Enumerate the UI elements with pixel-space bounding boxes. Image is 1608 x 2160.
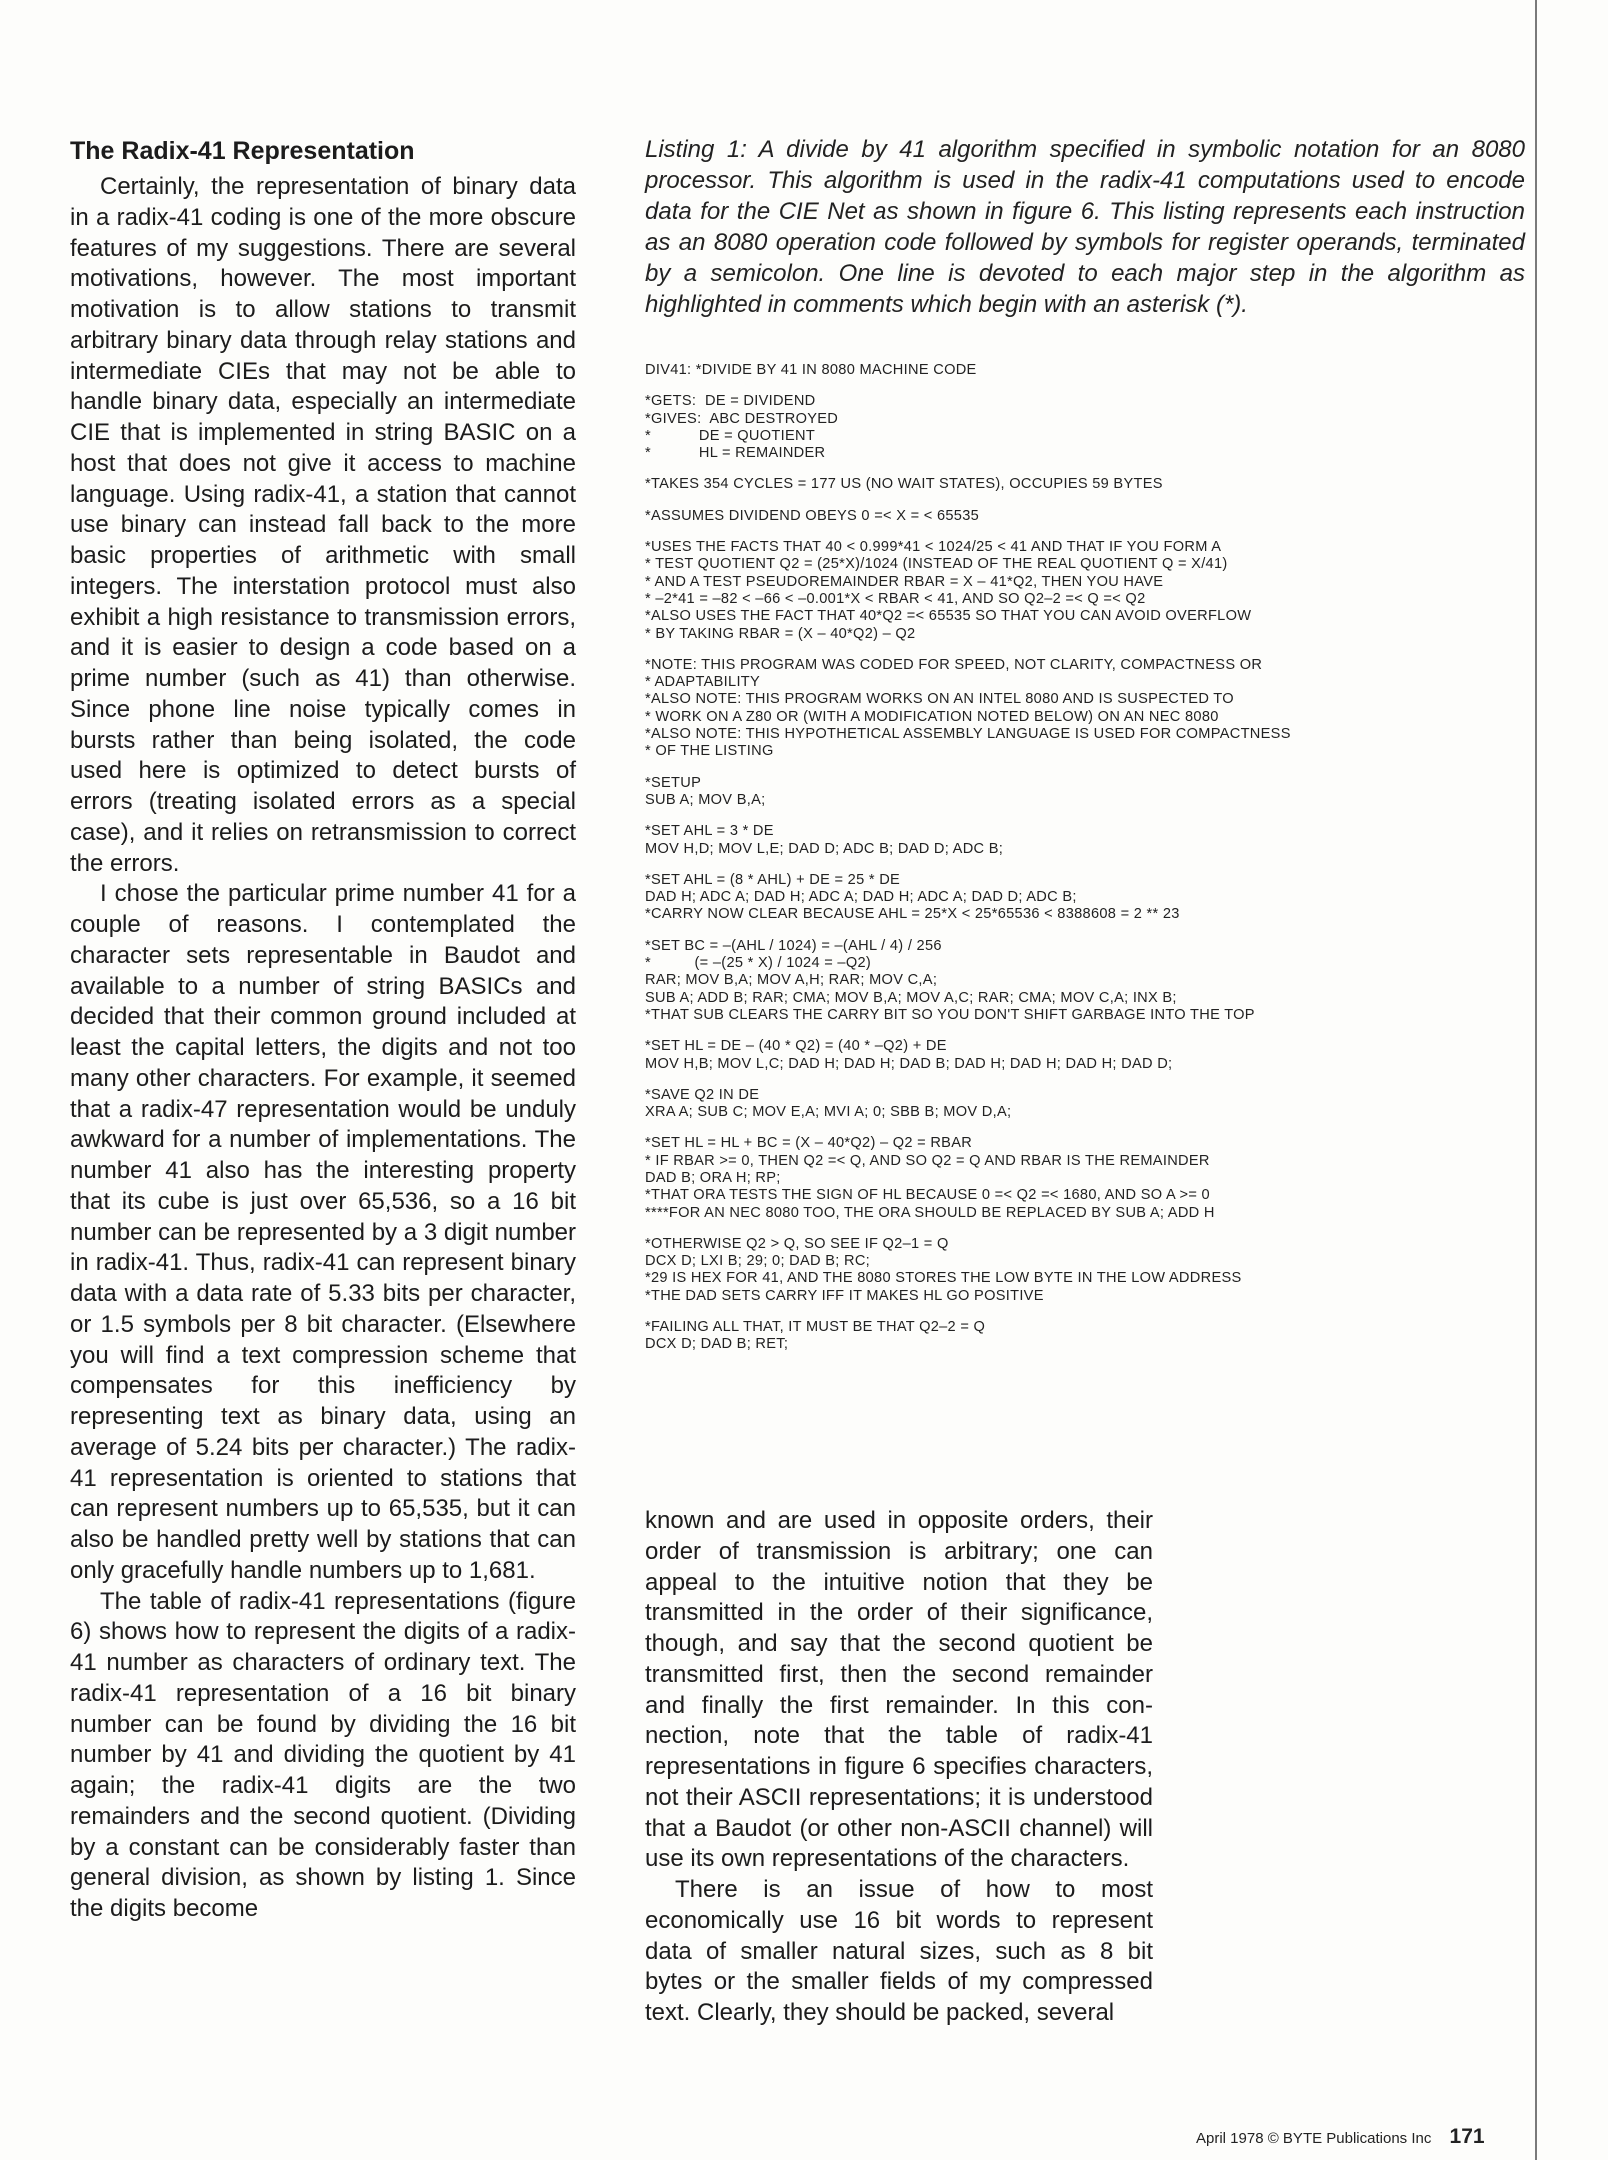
listing-line: SUB A; MOV B,A; bbox=[645, 791, 766, 808]
body-paragraph: The table of radix-41 representations (figure 6) shows how to represent the digits of a radix-41 number as characters of ordinary text. The radix-41 representation of a 16 bit binary number can be found by dividing the 16 bit number by 41 and dividing the quotient by 41 again; the radix-41 digits are the two remainders and the second quotient. (Dividing by a constant can be considerably faster than general division, as shown by listing 1. Since the digits become bbox=[70, 1587, 576, 1922]
listing-line: *SET BC = –(AHL / 1024) = –(AHL / 4) / 256 bbox=[645, 937, 942, 954]
listing-block bbox=[645, 1236, 1525, 1305]
listing-line: * DE = QUOTIENT bbox=[645, 427, 816, 444]
body-paragraph: Certainly, the representation of binary data in a radix-41 coding is one of the more obscure features of my suggestions. There are several motivations, however. The most important motivation is to allow stations to transmit arbitrary binary data through relay stations and intermediate CIEs that may not be able to handle binary data, especially an intermediate CIE that is implemented in string BASIC on a host that does not give it access to machine language. Using radix-41, a station that cannot use binary can instead fall back to the more basic properties of arithmetic with small integers. The interstation protocol must also exhibit a high resistance to transmission errors, and it is easier to design a code based on a prime number (such as 41) than otherwise. Since phone line noise typically comes in bursts rather than being isolated, the code used here is optimized to detect bursts of errors (treating isolated errors as a special case), and it relies on retransmission to correct the errors. bbox=[70, 173, 576, 877]
body-paragraph: known and are used in opposite orders, their order of transmission is arbitrary; one can appeal to the intuitive notion that they be transmitted in the order of their significance, though, and say that the second quotient be transmitted first, then the second remainder and finally the first remainder. In this connection, note that the table of radix-41 representations in figure 6 specifies characters, not their ASCII representations; it is understood that a Baudot (or other non-ASCII channel) will use its own representations of the characters. bbox=[645, 1507, 1153, 1873]
listing-block bbox=[645, 476, 1525, 493]
listing-line: ****FOR AN NEC 8080 TOO, THE ORA SHOULD BE REPLACED BY SUB A; ADD H bbox=[645, 1204, 1215, 1221]
listing-line: * (= –(25 * X) / 1024 = –Q2) bbox=[645, 955, 872, 972]
listing-caption: Listing 1: A divide by 41 algorithm specified in symbolic notation for an 8080 processor. This algorithm is used in the radix-41 computations used to encode data for the CIE Net as shown in figure 6. This listing represents each instruction as an 8080 operation code followed by symbols for register operands, terminated by a semicolon. One line is devoted to each major step in the algorithm as highlighted in comments which begin with an asterisk (*). bbox=[645, 136, 1525, 318]
page-edge-rule bbox=[1535, 0, 1537, 2160]
page-footer bbox=[1196, 2125, 1526, 2149]
listing-line: *GIVES: ABC DESTROYED bbox=[645, 410, 839, 427]
listing-line: * WORK ON A Z80 OR (WITH A MODIFICATION NOTED BELOW) ON AN NEC 8080 bbox=[645, 708, 1219, 725]
listing-line: MOV H,D; MOV L,E; DAD D; ADC B; DAD D; ADC B; bbox=[645, 840, 1004, 857]
listing-line: *CARRY NOW CLEAR BECAUSE AHL = 25*X < 25*65536 < 8388608 = 2 ** 23 bbox=[645, 906, 1180, 923]
right-column bbox=[645, 1506, 1153, 2029]
listing-block bbox=[645, 938, 1525, 1024]
listing-line: *SET AHL = (8 * AHL) + DE = 25 * DE bbox=[645, 871, 901, 888]
listing-line: * IF RBAR >= 0, THEN Q2 =< Q, AND SO Q2 = Q AND RBAR IS THE REMAINDER bbox=[645, 1152, 1210, 1169]
listing-line: *USES THE FACTS THAT 40 < 0.999*41 < 1024/25 < 41 AND THAT IF YOU FORM A bbox=[645, 539, 1222, 556]
listing-line: * BY TAKING RBAR = (X – 40*Q2) – Q2 bbox=[645, 625, 916, 642]
listing-line: *OTHERWISE Q2 > Q, SO SEE IF Q2–1 = Q bbox=[645, 1235, 949, 1252]
listing-block bbox=[645, 1087, 1525, 1122]
listing-line: DCX D; DAD B; RET; bbox=[645, 1336, 789, 1353]
listing-line: *ASSUMES DIVIDEND OBEYS 0 =< X = < 65535 bbox=[645, 507, 980, 524]
listing-line: DAD H; ADC A; DAD H; ADC A; DAD H; ADC A; DAD D; ADC B; bbox=[645, 889, 1077, 906]
listing-block bbox=[645, 823, 1525, 858]
listing-block bbox=[645, 872, 1525, 924]
listing-block bbox=[645, 539, 1525, 643]
footer-credit: April 1978 © BYTE Publications Inc bbox=[1196, 2130, 1432, 2147]
listing-line: DAD B; ORA H; RP; bbox=[645, 1169, 781, 1186]
listing-block bbox=[645, 1135, 1525, 1221]
listing-line: RAR; MOV B,A; MOV A,H; RAR; MOV C,A; bbox=[645, 972, 938, 989]
body-paragraph: I chose the particular prime number 41 for a couple of reasons. I contemplated the character sets representable in Baudot and available to a number of string BASICs and decided that their common ground included at least the capital letters, the digits and not too many other characters. For example, it seemed that a radix-47 representation would be unduly awkward for a number of implementations. The number 41 also has the interesting property that its cube is just over 65,536, so a 16 bit number can be represented by a 3 digit number in radix-41. Thus, radix-41 can represent binary data with a data rate of 5.33 bits per character, or 1.5 symbols per 8 bit character. (Elsewhere you will find a text compression scheme that compensates for this inefficiency by representing text as binary data, using an average of 5.24 bits per character.) The radix-41 representation is oriented to stations that can represent numbers up to 65,535, but it can also be handled pretty well by stations that can only gracefully handle numbers up to 1,681. bbox=[70, 880, 576, 1584]
listing-line: *NOTE: THIS PROGRAM WAS CODED FOR SPEED, NOT CLARITY, COMPACTNESS OR bbox=[645, 656, 1263, 673]
listing-line: * HL = REMAINDER bbox=[645, 445, 826, 462]
listing-line: XRA A; SUB C; MOV E,A; MVI A; 0; SBB B; MOV D,A; bbox=[645, 1104, 1012, 1121]
listing-line: *SETUP bbox=[645, 774, 702, 791]
listing-block bbox=[645, 393, 1525, 462]
listing-line: SUB A; ADD B; RAR; CMA; MOV B,A; MOV A,C; RAR; CMA; MOV C,A; INX B; bbox=[645, 989, 1177, 1006]
code-listing bbox=[645, 362, 1525, 1368]
listing-line: * OF THE LISTING bbox=[645, 743, 774, 760]
listing-block bbox=[645, 508, 1525, 525]
listing-line: *FAILING ALL THAT, IT MUST BE THAT Q2–2 = Q bbox=[645, 1319, 986, 1336]
listing-line: *THE DAD SETS CARRY IFF IT MAKES HL GO POSITIVE bbox=[645, 1287, 1044, 1304]
listing-line: MOV H,B; MOV L,C; DAD H; DAD H; DAD B; DAD H; DAD H; DAD H; DAD D; bbox=[645, 1055, 1173, 1072]
listing-line: *TAKES 354 CYCLES = 177 US (NO WAIT STATES), OCCUPIES 59 BYTES bbox=[645, 476, 1163, 493]
listing-line: *THAT ORA TESTS THE SIGN OF HL BECAUSE 0 =< Q2 =< 1680, AND SO A >= 0 bbox=[645, 1187, 1210, 1204]
listing-line: *SET HL = HL + BC = (X – 40*Q2) – Q2 = RBAR bbox=[645, 1135, 973, 1152]
listing-line: * AND A TEST PSEUDOREMAINDER RBAR = X – 41*Q2, THEN YOU HAVE bbox=[645, 573, 1164, 590]
listing-line: *ALSO USES THE FACT THAT 40*Q2 =< 65535 SO THAT YOU CAN AVOID OVERFLOW bbox=[645, 608, 1252, 625]
listing-block bbox=[645, 1319, 1525, 1354]
listing-line: *SAVE Q2 IN DE bbox=[645, 1086, 760, 1103]
body-paragraph: There is an issue of how to most economically use 16 bit words to represent data of smaller natural sizes, such as 8 bit bytes or the smaller fields of my compressed text. Clearly, they should be packed, several bbox=[645, 1876, 1153, 2026]
listing-line: *SET AHL = 3 * DE bbox=[645, 823, 774, 840]
listing-line: DIV41: *DIVIDE BY 41 IN 8080 MACHINE CODE bbox=[645, 362, 977, 378]
page-number: 171 bbox=[1449, 2125, 1485, 2148]
left-column bbox=[70, 136, 576, 1925]
listing-line: *ALSO NOTE: THIS HYPOTHETICAL ASSEMBLY LANGUAGE IS USED FOR COMPACTNESS bbox=[645, 726, 1291, 743]
listing-line: * ADAPTABILITY bbox=[645, 674, 761, 691]
listing-block bbox=[645, 362, 1525, 379]
listing-line: * TEST QUOTIENT Q2 = (25*X)/1024 (INSTEAD OF THE REAL QUOTIENT Q = X/41) bbox=[645, 556, 1228, 573]
listing-line: *GETS: DE = DIVIDEND bbox=[645, 393, 816, 410]
listing-line: * –2*41 = –82 < –66 < –0.001*X < RBAR < 41, AND SO Q2–2 =< Q =< Q2 bbox=[645, 590, 1146, 607]
listing-line: *29 IS HEX FOR 41, AND THE 8080 STORES THE LOW BYTE IN THE LOW ADDRESS bbox=[645, 1270, 1242, 1287]
listing-line: *THAT SUB CLEARS THE CARRY BIT SO YOU DON'T SHIFT GARBAGE INTO THE TOP bbox=[645, 1006, 1255, 1023]
listing-line: *ALSO NOTE: THIS PROGRAM WORKS ON AN INTEL 8080 AND IS SUSPECTED TO bbox=[645, 691, 1234, 708]
listing-line: *SET HL = DE – (40 * Q2) = (40 * –Q2) + DE bbox=[645, 1038, 947, 1055]
listing-line: DCX D; LXI B; 29; 0; DAD B; RC; bbox=[645, 1253, 871, 1270]
listing-block bbox=[645, 657, 1525, 761]
listing-block bbox=[645, 1038, 1525, 1073]
section-heading: The Radix-41 Representation bbox=[70, 137, 415, 165]
listing-block bbox=[645, 775, 1525, 810]
